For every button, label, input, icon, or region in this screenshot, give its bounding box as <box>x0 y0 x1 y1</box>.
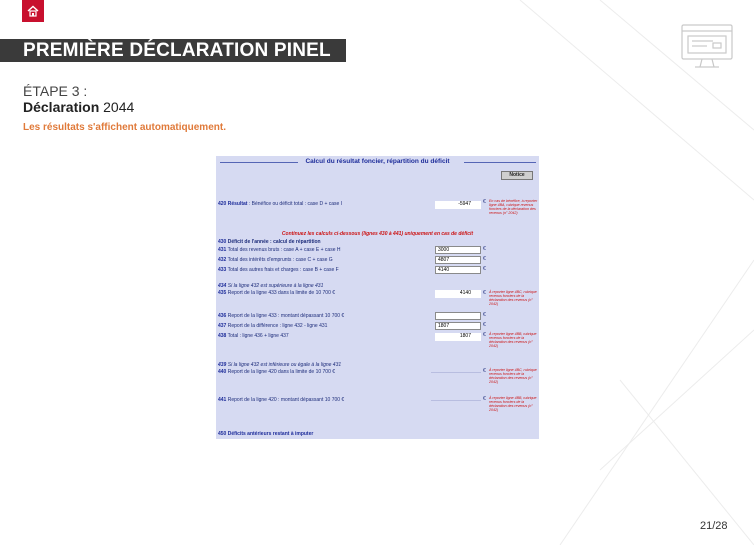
row-441: 441 Report de la ligne 420 : montant dépassant 10 700 € <box>218 397 345 403</box>
note-438: À reporter ligne 4BB, rubrique revenus fonciers de la déclaration des revenus (n° 2042) <box>489 332 537 348</box>
screen-form-icon <box>679 22 735 72</box>
field-431[interactable]: 3000 <box>435 246 481 254</box>
row-432: 432 Total des intérêts d'emprunts : case C + case G <box>218 257 333 263</box>
row-450: 450 Déficits antérieurs restant à imputer <box>218 431 314 437</box>
title-bar <box>0 39 346 62</box>
note-441: À reporter ligne 4BB, rubrique revenus fonciers de la déclaration des revenus (n° 2042) <box>489 396 537 412</box>
row-437: 437 Report de la différence : ligne 432 - ligne 431 <box>218 323 328 329</box>
row-435: 435 Report de la ligne 433 dans la limite de 10 700 € <box>218 290 336 296</box>
field-436[interactable] <box>435 312 481 320</box>
row-431: 431 Total des revenus bruts : case A + case E + case H <box>218 247 341 253</box>
field-440[interactable] <box>431 372 481 373</box>
note-420: En cas de bénéfice, à reporter ligne 4BA, rubrique revenus fonciers de la déclaration des revenus (n° 2042) <box>489 199 538 215</box>
field-441[interactable] <box>431 400 481 401</box>
home-button[interactable] <box>22 0 44 22</box>
notice-button[interactable]: Notice <box>501 171 533 180</box>
row-440: 440 Report de la ligne 420 dans la limite de 10 700 € <box>218 369 336 375</box>
form-number: 2044 <box>103 99 135 115</box>
tax-form-2044: Calcul du résultat foncier, répartition du déficit Notice 420 Résultat : Bénéfice ou déficit total : case D + case I -5947 € En cas de bénéfice, à reporter ligne 4BA, rubrique revenus fonciers de la déclaration des revenus (n° 2042) Continuez les calculs ci-dessous (lignes 430 à 441) uniquement en cas de déficit 430 Déficit de l'année : calcul de répartition 431 Total des revenus bruts : case A + case E + case H 3000 € 432 Total des intérêts d'emprunts : case C + case G 4807 € 433 Total des autres frais et charges : case B + case F 4140 € 434 Si la ligne 432 est supérieure à la ligne 431 435 Report de la ligne 433 dans la limite de 10 700 € 4140 € À reporter ligne 4BC, rubrique revenus fonciers de la déclaration des revenus (n° 2042) 436 Report de la ligne 433 : montant dépassant 10 700 € € 437 Report de la différence : ligne 432 - ligne 431 1807 € 438 Total : ligne 436 + ligne 437 1807 € À reporter ligne 4BB, rubrique revenus fonciers de la déclaration des revenus (n° 2042) 439 Si la ligne 432 est inférieure ou égale à la ligne 431 440 Report de la ligne 420 dans la limite de 10 700 € € À reporter ligne 4BC, rubrique revenus fonciers de la déclaration des revenus (n° 2042) 441 Report de la ligne 420 : montant dépassant 10 700 € € À reporter ligne 4BB, rubrique revenus fonciers de la déclaration des revenus (n° 2042) 450 Déficits antérieurs restant à imputer <box>218 158 538 437</box>
field-432[interactable]: 4807 <box>435 256 481 264</box>
field-433[interactable]: 4140 <box>435 266 481 274</box>
instruction-hint: Les résultats s'affichent automatiquement. <box>23 122 226 133</box>
note-435: À reporter ligne 4BC, rubrique revenus fonciers de la déclaration des revenus (n° 2042) <box>489 290 537 306</box>
row-433: 433 Total des autres frais et charges : case B + case F <box>218 267 339 273</box>
row-420: 420 Résultat : Bénéfice ou déficit total : case D + case I <box>218 201 343 207</box>
row-439: 439 Si la ligne 432 est inférieure ou égale à la ligne 431 <box>218 362 342 368</box>
field-437[interactable]: 1807 <box>435 322 481 330</box>
home-icon <box>26 4 40 18</box>
row-434: 434 Si la ligne 432 est supérieure à la ligne 431 <box>218 283 324 289</box>
page-title: PREMIÈRE DÉCLARATION PINEL <box>23 39 331 61</box>
field-438[interactable]: 1807 <box>435 333 481 341</box>
page-number: 21/28 <box>700 520 728 532</box>
continue-note: Continuez les calculs ci-dessous (lignes 430 à 441) uniquement en cas de déficit <box>281 231 474 237</box>
field-420[interactable]: -5947 <box>435 201 481 209</box>
note-440: À reporter ligne 4BC, rubrique revenus fonciers de la déclaration des revenus (n° 2042) <box>489 368 537 384</box>
form-name <box>23 99 134 115</box>
form-heading: Calcul du résultat foncier, répartition du déficit <box>305 158 450 165</box>
row-436: 436 Report de la ligne 433 : montant dépassant 10 700 € <box>218 313 345 319</box>
row-430: 430 Déficit de l'année : calcul de répartition <box>218 239 321 245</box>
form-header <box>216 156 539 170</box>
field-435[interactable]: 4140 <box>435 290 481 298</box>
form-name-bold: Déclaration <box>23 99 100 115</box>
row-438: 438 Total : ligne 436 + ligne 437 <box>218 333 289 339</box>
step-label: ÉTAPE 3 : <box>23 83 88 99</box>
